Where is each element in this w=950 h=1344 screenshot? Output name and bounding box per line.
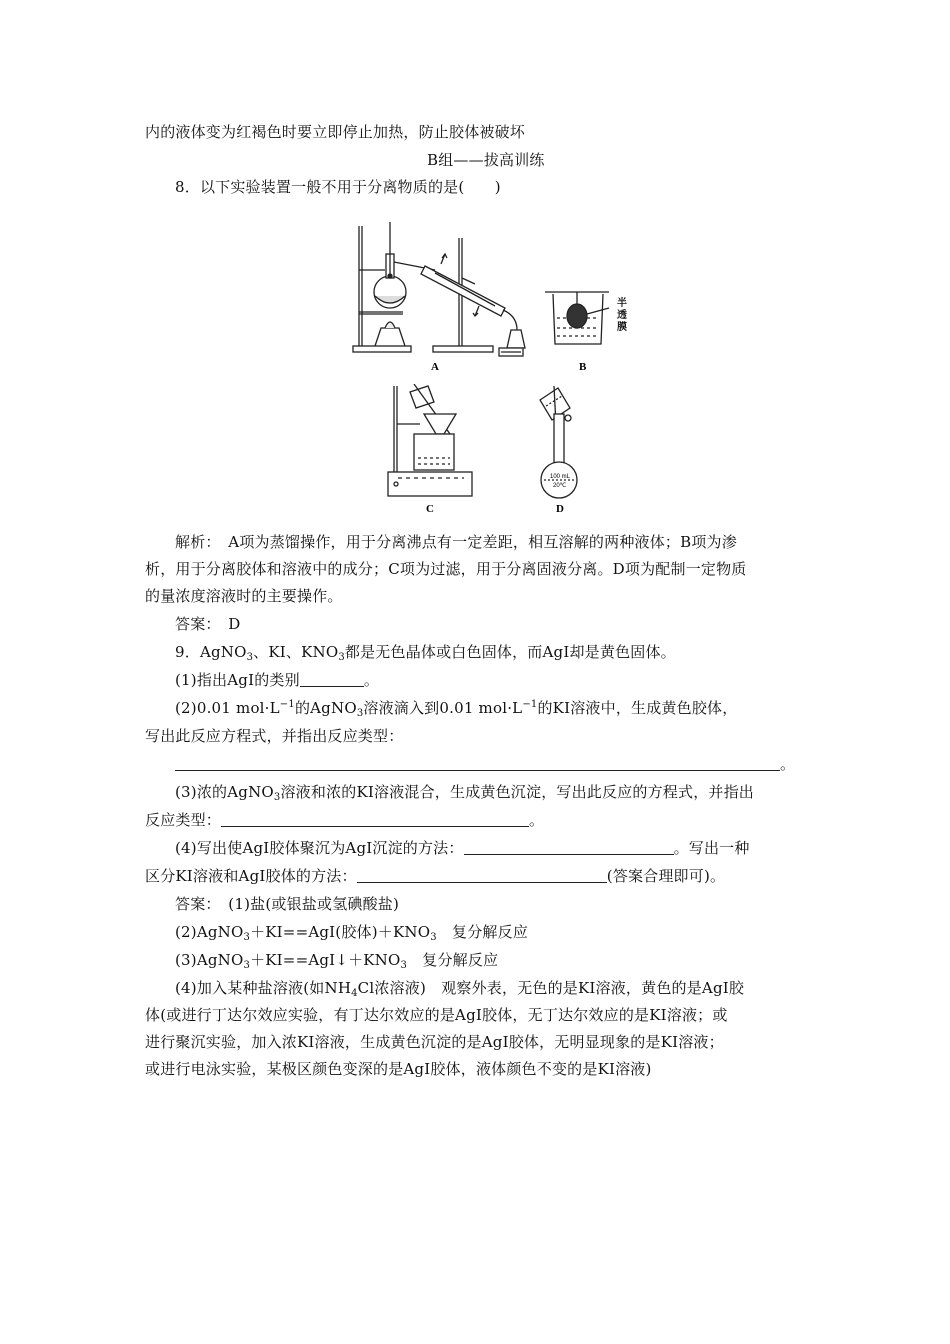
q9-part4: (4)写出使AgI胶体聚沉为AgI沉淀的方法： 。写出一种	[175, 839, 750, 857]
q9-answer-2: (2)AgNO$_3$＋KI==AgI(胶体)$+KNO_3$ 复分解反应	[175, 923, 529, 943]
q9-part2-line2: 写出此反应方程式，并指出反应类型：	[145, 727, 404, 745]
answer-blank[interactable]	[175, 756, 780, 771]
figure-d-volumetric-flask	[536, 384, 602, 516]
section-title: B组——拔高训练	[427, 151, 545, 169]
q9-answer-4-line2: 体(或进行丁达尔效应实验，有丁达尔效应的是AgI胶体，无丁达尔效应的是KI溶液；或	[145, 1006, 728, 1024]
q9-part4-line2: 区分KI溶液和AgI胶体的方法： (答案合理即可)。	[145, 867, 726, 885]
q9-answer-3: $(3)AgNO_3+KI==AgI↓+KNO_3$ 复分解反应	[175, 951, 499, 971]
q8-answer: 答案： D	[175, 615, 241, 633]
label-a: A	[431, 361, 439, 373]
membrane-label: 半 透 膜	[617, 298, 627, 333]
q8-analysis-line1: 解析： A项为蒸馏操作，用于分离沸点有一定差距，相互溶解的两种液体；B项为渗	[175, 533, 737, 551]
figure-c-filtration	[384, 384, 484, 516]
label-b: B	[579, 361, 587, 373]
answer-blank[interactable]	[464, 840, 674, 855]
q9-part3-line2: 反应类型： 。	[145, 811, 545, 829]
q9-answer-1: 答案： (1)盐(或银盐或氢碘酸盐)	[175, 895, 400, 913]
q8-analysis-line3: 的量浓度溶液时的主要操作。	[145, 587, 343, 605]
q9-stem: 9．AgNO$_3$、KI、$KNO_3$都是无色晶体或白色固体，而AgI却是黄色固体。	[175, 643, 676, 663]
q9-part2-line3: 。	[175, 754, 795, 774]
intro-tail-text: 内的液体变为红褐色时要立即停止加热，防止胶体被破坏	[145, 123, 526, 141]
flask-temperature-text: 20℃	[553, 483, 567, 489]
answer-blank[interactable]	[357, 868, 607, 883]
q9-part2: (2)0.01 $mol\cdot L^{-1}$的AgNO$_3$溶液滴入到0.01 $mol\cdot L^{-1}$的KI溶液中，生成黄色胶体，	[175, 699, 738, 719]
label-d: D	[556, 503, 564, 515]
q8-stem: 8．以下实验装置一般不用于分离物质的是( )	[175, 178, 501, 196]
q9-answer-4-line4: 或进行电泳实验，某极区颜色变深的是AgI胶体，液体颜色不变的是KI溶液)	[145, 1060, 652, 1078]
q9-part1: (1)指出AgI的类别 。	[175, 671, 380, 689]
answer-blank[interactable]	[221, 812, 529, 827]
answer-blank[interactable]	[300, 672, 364, 687]
q9-part3: (3)浓的AgNO$_3$溶液和浓的KI溶液混合，生成黄色沉淀，写出此反应的方程式，并指出	[175, 783, 755, 803]
label-c: C	[426, 503, 434, 515]
q9-answer-4: (4)加入某种盐溶液(如$NH_4Cl$浓溶液) 观察外表，无色的是KI溶液，黄色的是AgI胶	[175, 979, 745, 999]
q8-analysis-line2: 析，用于分离胶体和溶液中的成分；C项为过滤，用于分离固液分离。D项为配制一定物质	[145, 560, 747, 578]
flask-capacity-text: 100 mL	[550, 474, 571, 480]
q9-answer-4-line3: 进行聚沉实验，加入浓KI溶液，生成黄色沉淀的是AgI胶体，无明显现象的是KI溶液；	[145, 1033, 724, 1051]
